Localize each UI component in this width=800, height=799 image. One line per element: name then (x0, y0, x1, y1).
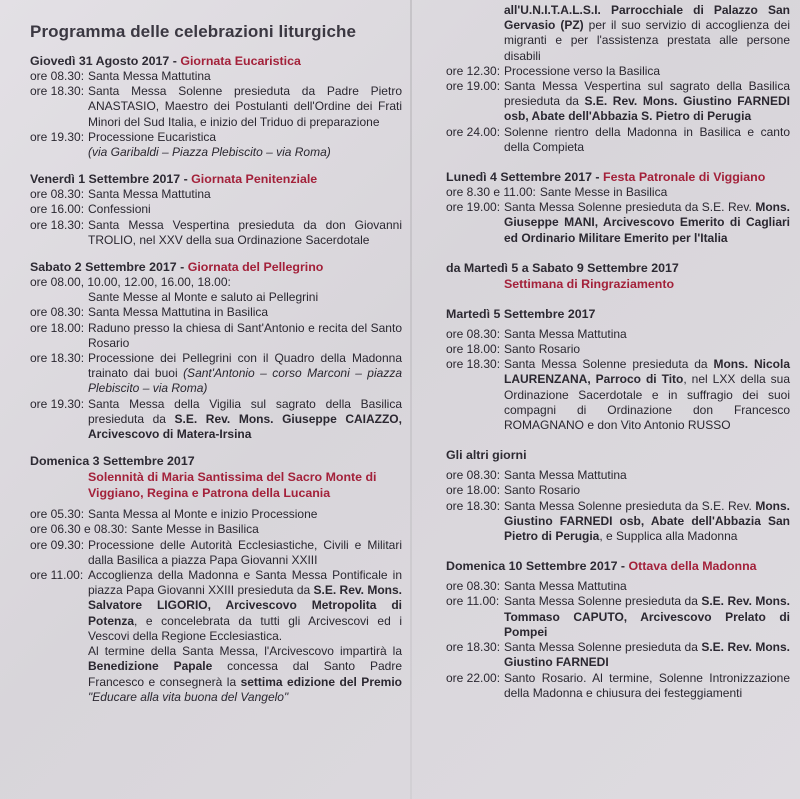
section-highlight: Giornata Eucaristica (180, 54, 301, 68)
schedule-row: ore 08.30: Santa Messa Mattutina in Basilica (30, 305, 269, 320)
section-header: da Martedì 5 a Sabato 9 Settembre 2017 (446, 260, 679, 275)
section-highlight: Ottava della Madonna (628, 559, 757, 574)
schedule-row: ore 08.30: Santa Messa Mattutina (446, 326, 627, 341)
route-note: (Sant'Antonio – corso Marconi – piazza Plebiscito – via Roma) (88, 366, 402, 396)
schedule-row: ore 08.30: Santa Messa Mattutina (30, 187, 211, 202)
section-sunday (30, 453, 402, 705)
section-friday (30, 171, 402, 248)
schedule-row: ore 08.00, 10.00, 12.00, 16.00, 18.00: (30, 275, 231, 290)
section-header: Giovedì 31 Agosto 2017 - Giornata Eucaristica (30, 54, 301, 68)
schedule-row: ore 08.30: Santa Messa Mattutina (446, 468, 627, 483)
schedule-row: ore 24.00: Solenne rientro della Madonna in Basilica e canto della Compieta (446, 124, 790, 154)
page-title: Programma delle celebrazioni liturgiche (30, 22, 357, 41)
schedule-row: ore 18.30: Santa Messa Solenne presieduta da S.E. Rev. Mons. Giustino FARNEDI (446, 640, 790, 670)
left-column (30, 0, 402, 705)
route-note: (via Garibaldi – Piazza Plebiscito – via Roma) (88, 145, 331, 160)
section-header: Domenica 3 Settembre 2017 (30, 454, 195, 469)
schedule-row: ore 18.00: Santo Rosario (446, 483, 581, 498)
section-header: Venerdì 1 Settembre 2017 - Giornata Penitenziale (30, 172, 318, 187)
section-sunday-continued (446, 3, 790, 155)
schedule-row: ore 18.30: Santa Messa Solenne presieduta da Mons. Nicola LAURENZANA, Parroco di Tito, nel LXX della sua Ordinazione Sacerdotale e in suffragio dei suoi compagni di Ordinazione don Francesco ROMAGNANO e don Vito Antonio RUSSO (446, 357, 791, 433)
section-header: Lunedì 4 Settembre 2017 - Festa Patronale di Viggiano (446, 170, 766, 185)
continuation-text: all'U.N.I.T.A.L.S.I. Parrocchiale di Palazzo San Gervasio (PZ) per il suo servizio di accoglienza dei migranti e per l'assistenza prestata alle persone disabili (504, 3, 791, 63)
schedule-row: ore 22.00: Santo Rosario. Al termine, Solenne Intronizzazione della Madonna e chiusura dei festeggiamenti (446, 670, 790, 700)
section-tuesday (446, 306, 790, 433)
section-header: Domenica 10 Settembre 2017 - Ottava della Madonna (446, 559, 757, 574)
right-column (446, 0, 790, 701)
schedule-row: ore 16.00: Confessioni (30, 202, 151, 217)
schedule-row: ore 19.30: Processione Eucaristica (via Garibaldi – Piazza Plebiscito – via Roma) (30, 129, 331, 160)
schedule-row: ore 08.30: Santa Messa Mattutina (446, 579, 627, 594)
schedule-row: ore 18.30: Santa Messa Solenne presieduta da Padre Pietro ANASTASIO, Maestro dei Postulanti dell'Ordine dei Frati Minori del Sud Italia, e inizio del Triduo di preparazione (30, 84, 402, 129)
section-header: Martedì 5 Settembre 2017 (446, 306, 596, 321)
schedule-row: ore 19.30: Santa Messa della Vigilia sul sagrato della Basilica presieduta da S.E. Rev. Mons. Giuseppe CAIAZZO, Arcivescovo di Matera-Irsina (30, 396, 402, 442)
section-highlight: Solennità di Maria Santissima del Sacro Monte di Viggiano, Regina e Patrona della Lucania (88, 470, 377, 501)
page-fold (410, 0, 412, 799)
section-saturday (30, 259, 402, 442)
schedule-row: ore 18.00: Santo Rosario (446, 342, 581, 357)
section-thanksgiving-week (446, 260, 790, 292)
schedule-row: ore 18.30: Processione dei Pellegrini con il Quadro della Madonna trainato dai buoi (Sant'Antonio – corso Marconi – piazza Plebiscito – via Roma) (30, 351, 402, 396)
section-header: Sabato 2 Settembre 2017 - Giornata del Pellegrino (30, 260, 324, 275)
schedule-row: ore 18.30: Santa Messa Vespertina presieduta da don Giovanni TROLIO, nel XXV della sua Ordinazione Sacerdotale (30, 217, 402, 247)
section-other-days (446, 447, 790, 544)
section-octave-sunday (446, 558, 790, 701)
schedule-row-detail: Sante Messe al Monte e saluto ai Pellegrini (88, 290, 319, 305)
schedule-row: ore 19.00: Santa Messa Solenne presieduta da S.E. Rev. Mons. Giuseppe MANI, Arcivescovo Emerito di Cagliari ed Ordinario Militare Emerito per l'Italia (446, 200, 791, 245)
schedule-row: ore 05.30: Santa Messa al Monte e inizio Processione (30, 507, 318, 522)
section-monday (446, 169, 790, 246)
schedule-row: ore 08.30: Santa Messa Mattutina (30, 69, 211, 83)
schedule-row: ore 18.00: Raduno presso la chiesa di Sant'Antonio e recita del Santo Rosario (30, 320, 402, 350)
schedule-row: ore 8.30 e 11.00: Sante Messe in Basilica (446, 185, 668, 200)
schedule-row: ore 11.00: Accoglienza della Madonna e Santa Messa Pontificale in piazza Papa Giovanni XXIII presieduta da S.E. Rev. Mons. Salvatore LIGORIO, Arcivescovo Metropolita di Potenza, e concelebrata da tutti gli Arcivescovi ed i Vescovi della Regione Ecclesiastica. (30, 568, 402, 643)
schedule-row: ore 12.30: Processione verso la Basilica (446, 63, 661, 78)
section-highlight: Settimana di Ringraziamento (504, 276, 675, 291)
section-highlight: Giornata del Pellegrino (187, 260, 324, 275)
schedule-row: ore 19.00: Santa Messa Vespertina sul sagrato della Basilica presieduta da S.E. Rev. Mons. Giustino FARNEDI osb, Abate dell'Abbazia S. Pietro di Perugia (446, 79, 790, 124)
schedule-row: ore 11.00: Santa Messa Solenne presieduta da S.E. Rev. Mons. Tommaso CAPUTO, Arcivescovo Prelato di Pompei (446, 594, 790, 639)
section-highlight: Festa Patronale di Viggiano (603, 170, 766, 185)
section-thursday (30, 53, 402, 160)
schedule-row: ore 09.30: Processione delle Autorità Ecclesiastiche, Civili e Militari dalla Basilica a piazza Papa Giovanni XXIII (30, 537, 402, 567)
section-header: Gli altri giorni (446, 448, 527, 463)
section-highlight: Giornata Penitenziale (191, 172, 318, 187)
schedule-row: ore 18.30: Santa Messa Solenne presieduta da S.E. Rev. Mons. Giustino FARNEDI osb, Abate dell'Abbazia San Pietro di Perugia, e Supplica alla Madonna (446, 498, 791, 544)
schedule-row-detail: Al termine della Santa Messa, l'Arcivescovo impartirà la Benedizione Papale concessa dal Santo Padre Francesco e consegnerà la settima edizione del Premio "Educare alla vita buona del Vangelo" (88, 644, 402, 704)
schedule-row: ore 06.30 e 08.30: Sante Messe in Basilica (30, 522, 259, 537)
